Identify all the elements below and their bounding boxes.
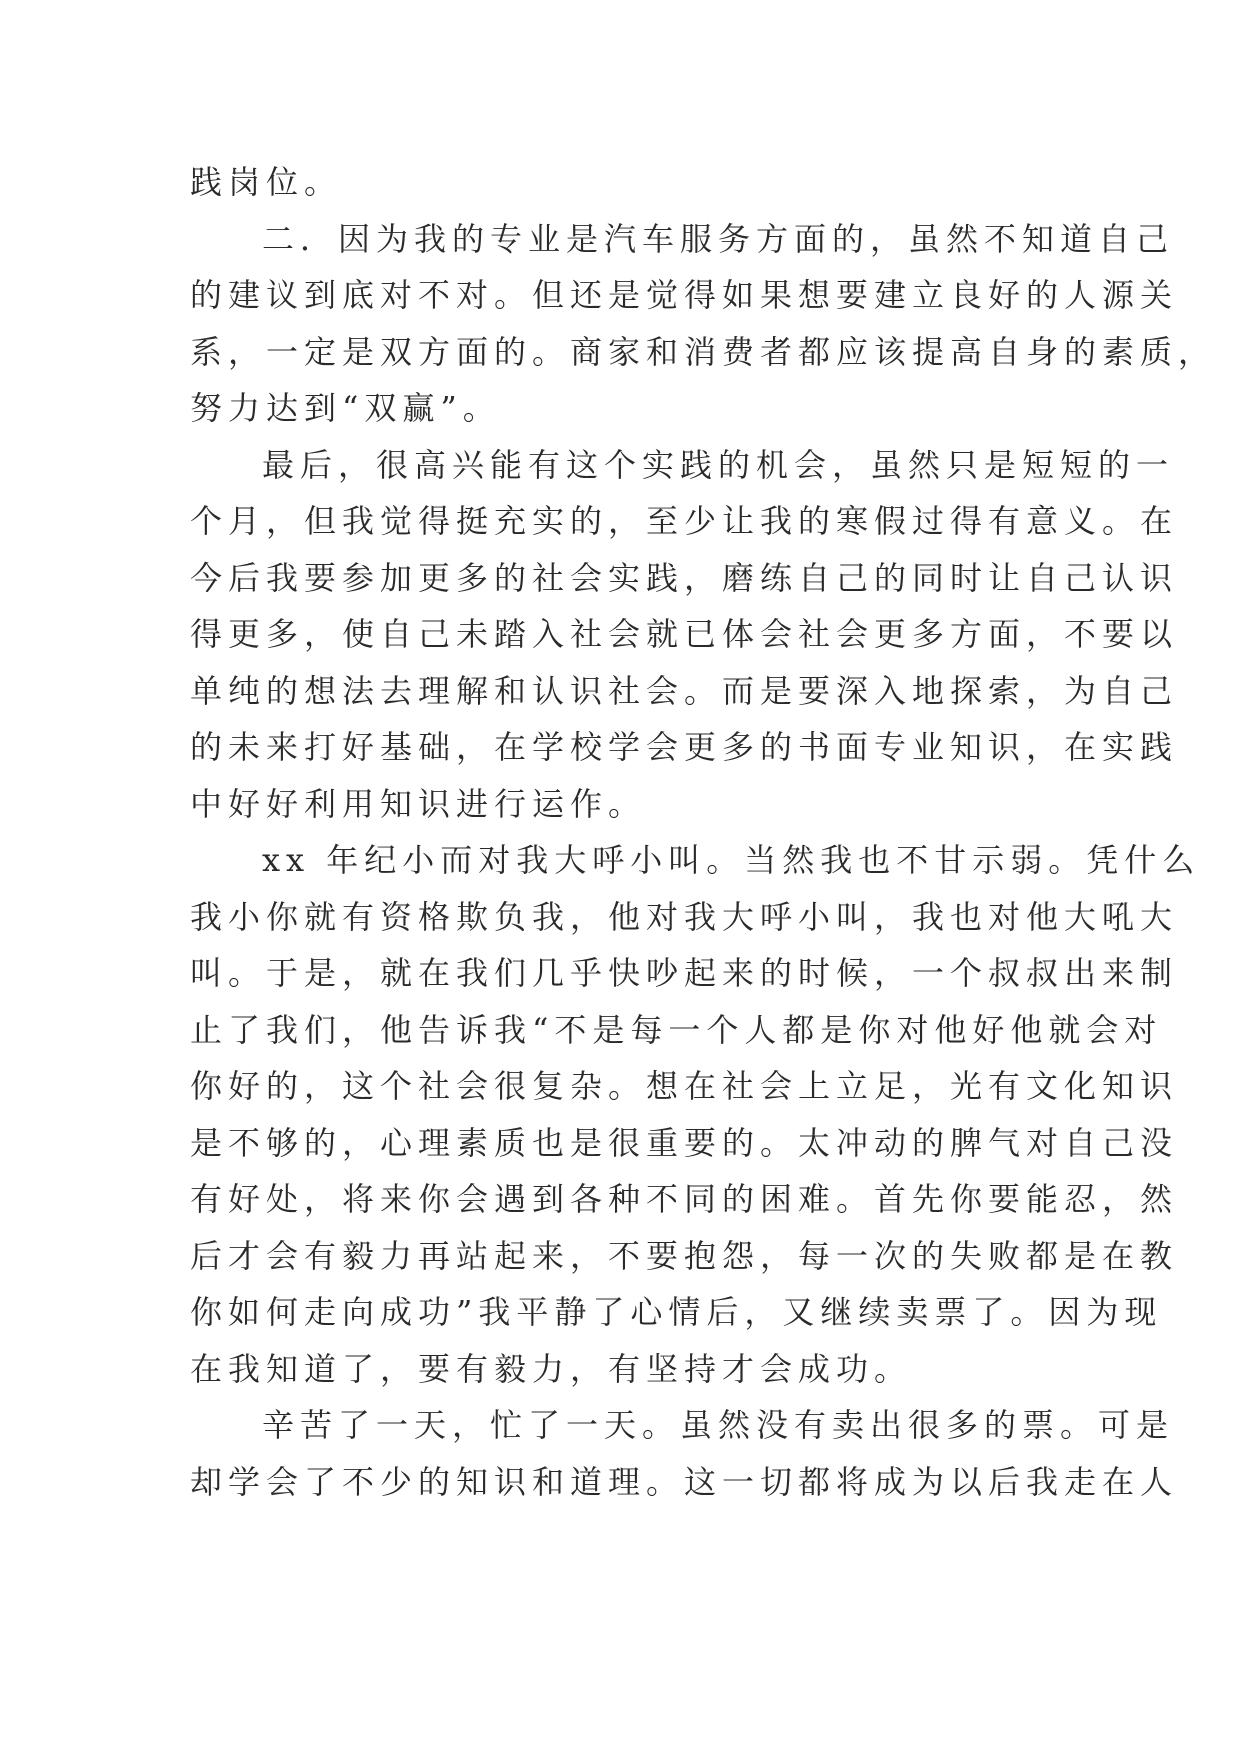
text-line: 你如何走向成功”我平静了心情后，又继续卖票了。因为现 bbox=[190, 1293, 1163, 1331]
text-line: 努力达到“双赢”。 bbox=[190, 389, 501, 427]
text-line: 叫。于是，就在我们几乎快吵起来的时候，一个叔叔出来制 bbox=[190, 954, 1179, 992]
text-line: 践岗位。 bbox=[190, 163, 343, 201]
document-body bbox=[190, 154, 1217, 1510]
text-line: 得更多，使自己未踏入社会就已体会社会更多方面，不要以 bbox=[190, 615, 1179, 653]
text-line: 中好好利用知识进行运作。 bbox=[190, 784, 647, 823]
text-line: 个月，但我觉得挺充实的，至少让我的寒假过得有意义。在 bbox=[190, 502, 1179, 540]
text-line: 你好的，这个社会很复杂。想在社会上立足，光有文化知识 bbox=[190, 1067, 1179, 1105]
text-line: 却学会了不少的知识和道理。这一切都将成为以后我走在人 bbox=[190, 1462, 1179, 1501]
paragraph bbox=[190, 211, 1217, 437]
text-line: 最后，很高兴能有这个实践的机会，虽然只是短短的一 bbox=[262, 445, 1175, 484]
text-line: 的建议到底对不对。但还是觉得如果想要建立良好的人源关 bbox=[190, 276, 1179, 314]
text-line: 后才会有毅力再站起来，不要抱怨，每一次的失败都是在教 bbox=[190, 1236, 1179, 1275]
text-line: 的未来打好基础，在学校学会更多的书面专业知识，在实践 bbox=[190, 728, 1179, 766]
text-line: 今后我要参加更多的社会实践，磨练自己的同时让自己认识 bbox=[190, 558, 1179, 597]
paragraph bbox=[190, 1397, 1179, 1510]
text-line: 二．因为我的专业是汽车服务方面的，虽然不知道自己 bbox=[262, 219, 1175, 258]
paragraph bbox=[190, 437, 1179, 833]
text-line: 是不够的，心理素质也是很重要的。太冲动的脾气对自己没 bbox=[190, 1123, 1179, 1162]
text-line: 系，一定是双方面的。商家和消费者都应该提高自身的素质， bbox=[190, 332, 1217, 371]
text-line: xx 年纪小而对我大呼小叫。当然我也不甘示弱。凭什么 bbox=[262, 841, 1201, 879]
text-line: 在我知道了，要有毅力，有坚持才会成功。 bbox=[190, 1349, 913, 1388]
text-line: 单纯的想法去理解和认识社会。而是要深入地探索，为自己 bbox=[190, 671, 1179, 710]
text-line: 辛苦了一天，忙了一天。虽然没有卖出很多的票。可是 bbox=[262, 1406, 1175, 1444]
text-line: 我小你就有资格欺负我，他对我大呼小叫，我也对他大吼大 bbox=[190, 897, 1179, 936]
text-line: 有好处，将来你会遇到各种不同的困难。首先你要能忍，然 bbox=[190, 1180, 1179, 1218]
text-line: 止了我们，他告诉我“不是每一个人都是你对他好他就会对 bbox=[190, 1010, 1163, 1049]
paragraph bbox=[190, 154, 1050, 211]
paragraph bbox=[190, 832, 1201, 1397]
